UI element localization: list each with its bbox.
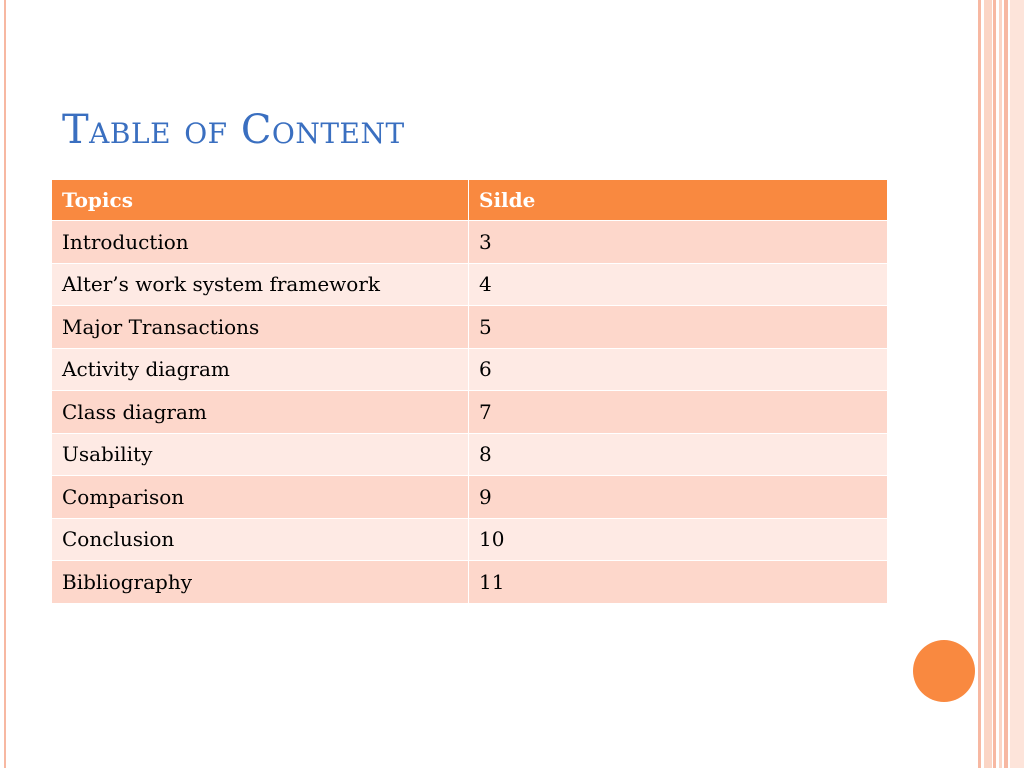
- slide-number-cell: 3: [469, 221, 888, 264]
- right-decorative-stripe: [1004, 0, 1008, 768]
- table-row: [52, 476, 888, 519]
- slide-number-cell: 8: [469, 433, 888, 476]
- slide-number-cell: 6: [469, 348, 888, 391]
- table-header-row: [52, 180, 888, 221]
- slide-number-cell: 9: [469, 476, 888, 519]
- topic-cell: Alter’s work system framework: [52, 263, 469, 306]
- slide-number-cell: 11: [469, 561, 888, 604]
- topic-cell: Comparison: [52, 476, 469, 519]
- table-row: [52, 221, 888, 264]
- slide-number-cell: 7: [469, 391, 888, 434]
- slide-number-cell: 4: [469, 263, 888, 306]
- column-header-slide: Silde: [469, 180, 888, 221]
- topic-cell: Bibliography: [52, 561, 469, 604]
- table-row: [52, 518, 888, 561]
- right-decorative-stripe: [978, 0, 981, 768]
- table-row: [52, 561, 888, 604]
- table-row: [52, 391, 888, 434]
- table-row: [52, 306, 888, 349]
- right-decorative-stripe: [1010, 0, 1024, 768]
- table-of-contents: [51, 179, 888, 604]
- topic-cell: Activity diagram: [52, 348, 469, 391]
- topic-cell: Usability: [52, 433, 469, 476]
- slide-number-cell: 5: [469, 306, 888, 349]
- table-row: [52, 348, 888, 391]
- right-decorative-stripe: [993, 0, 996, 768]
- decorative-orange-circle: [913, 640, 975, 702]
- topic-cell: Introduction: [52, 221, 469, 264]
- slide-number-cell: 10: [469, 518, 888, 561]
- slide-title: Table of Content: [62, 107, 405, 153]
- column-header-topics: Topics: [52, 180, 469, 221]
- topic-cell: Class diagram: [52, 391, 469, 434]
- right-decorative-stripe: [999, 0, 1002, 768]
- right-decorative-stripe: [984, 0, 992, 768]
- left-border-line: [4, 0, 6, 768]
- table-row: [52, 263, 888, 306]
- table-row: [52, 433, 888, 476]
- topic-cell: Conclusion: [52, 518, 469, 561]
- topic-cell: Major Transactions: [52, 306, 469, 349]
